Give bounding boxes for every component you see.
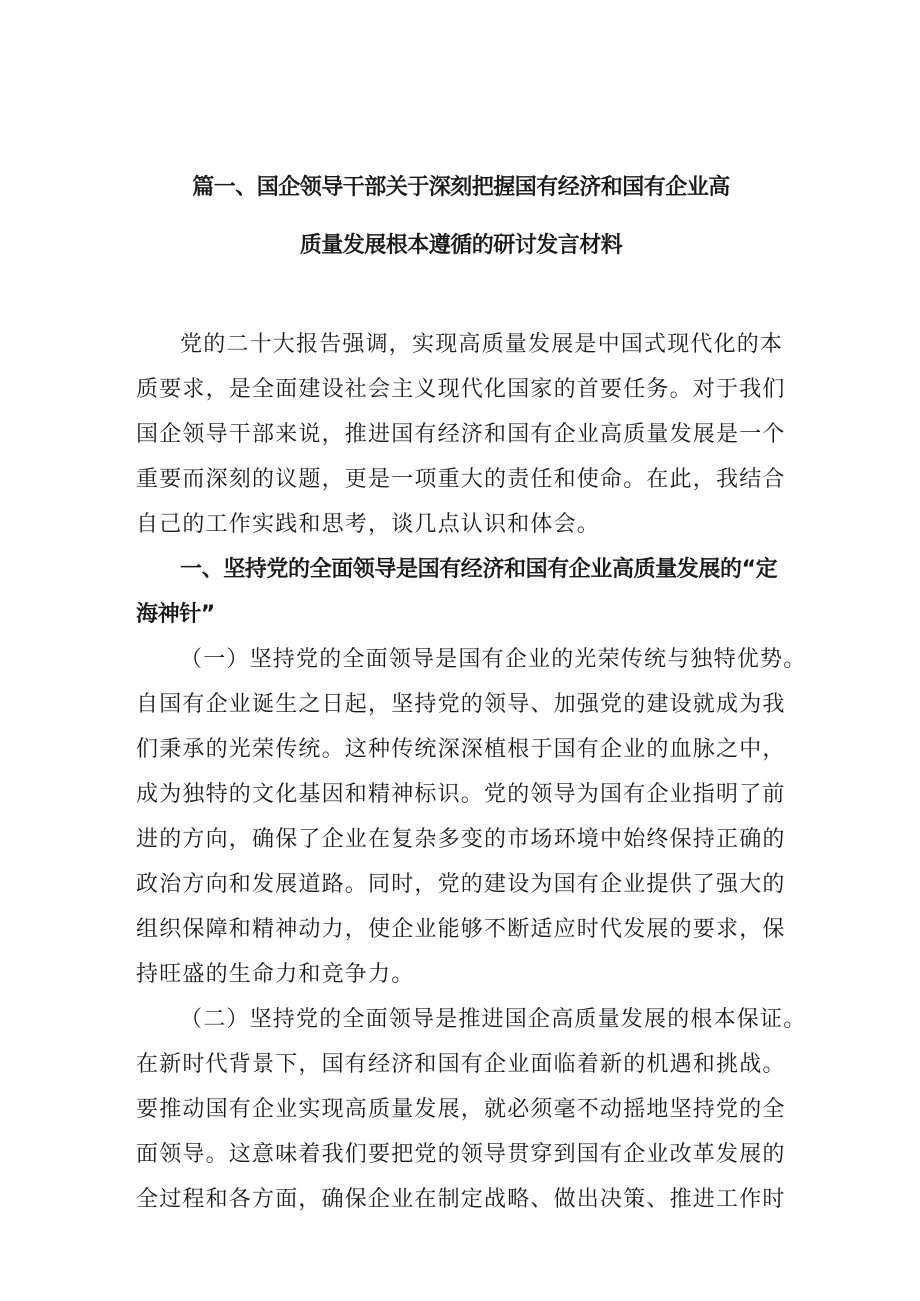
paragraph-line: 自国有企业诞生之日起，坚持党的领导、加强党的建设就成为我 (136, 692, 786, 717)
subsection-paragraph-2 (136, 997, 807, 1222)
paragraph-line: 在新时代背景下，国有经济和国有企业面临着新的机遇和挑战。 (136, 1052, 786, 1077)
intro-paragraph (136, 322, 790, 547)
paragraph-line: 成为独特的文化基因和精神标识。党的领导为国有企业指明了前 (136, 782, 786, 807)
paragraph-line: （一）坚持党的全面领导是国有企业的光荣传统与独特优势。 (180, 647, 807, 672)
document-title-line-2: 质量发展根本遵循的研讨发言材料 (299, 233, 623, 258)
paragraph-line: 全过程和各方面，确保企业在制定战略、做出决策、推进工作时 (136, 1187, 786, 1212)
paragraph-line: 组织保障和精神动力，使企业能够不断适应时代发展的要求，保 (136, 917, 786, 942)
heading-line: 一、坚持党的全面领导是国有经济和国有企业高质量发展的“定 (180, 557, 778, 582)
paragraph-line: （二）坚持党的全面领导是推进国企高质量发展的根本保证。 (180, 1007, 807, 1032)
paragraph-line: 持旺盛的生命力和竞争力。 (136, 962, 415, 987)
section-heading (136, 547, 790, 637)
paragraph-line: 重要而深刻的议题，更是一项重大的责任和使命。在此，我结合 (136, 467, 786, 492)
paragraph-line: 进的方向，确保了企业在复杂多变的市场环境中始终保持正确的 (136, 827, 786, 852)
paragraph-line: 要推动国有企业实现高质量发展，就必须毫不动摇地坚持党的全 (136, 1097, 786, 1122)
paragraph-line: 政治方向和发展道路。同时，党的建设为国有企业提供了强大的 (136, 872, 786, 897)
document-title-line-1: 篇一、国企领导干部关于深刻把握国有经济和国有企业高 (192, 175, 730, 200)
paragraph-line: 们秉承的光荣传统。这种传统深深植根于国有企业的血脉之中， (136, 737, 786, 762)
subsection-paragraph-1 (136, 637, 807, 997)
paragraph-line: 党的二十大报告强调，实现高质量发展是中国式现代化的本 (180, 332, 784, 357)
paragraph-line: 国企领导干部来说，推进国有经济和国有企业高质量发展是一个 (136, 422, 786, 447)
paragraph-line: 面领导。这意味着我们要把党的领导贯穿到国有企业改革发展的 (136, 1142, 786, 1167)
paragraph-line: 自己的工作实践和思考，谈几点认识和体会。 (136, 512, 601, 537)
paragraph-line: 质要求，是全面建设社会主义现代化国家的首要任务。对于我们 (136, 377, 786, 402)
heading-line: 海神针” (136, 602, 215, 627)
document-body (136, 322, 807, 1222)
